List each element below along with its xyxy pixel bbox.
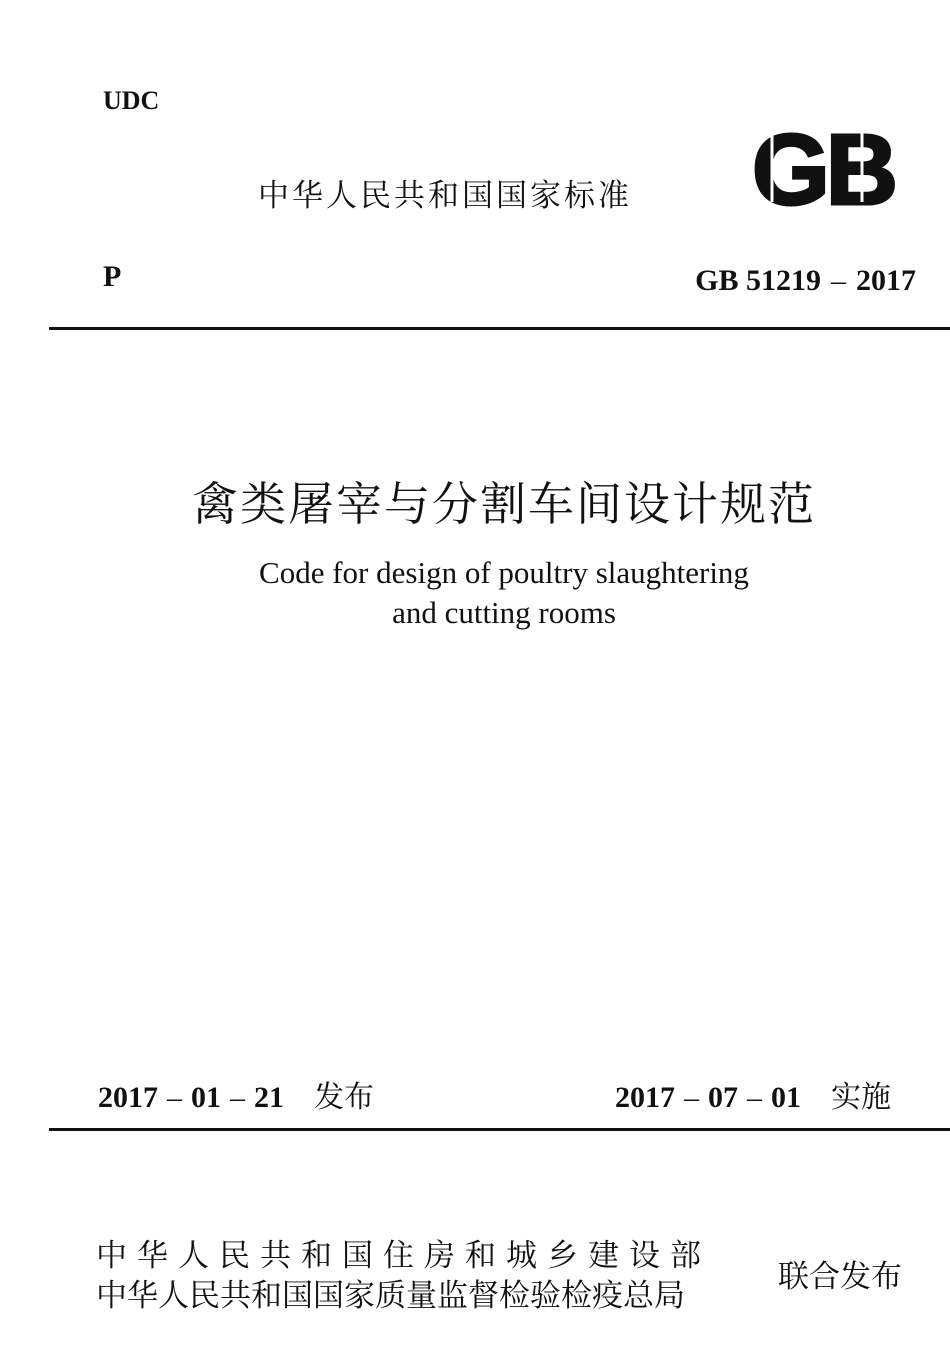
issue-day: 21 [254,1081,284,1114]
issue-month: 01 [191,1081,221,1114]
implement-label: 实施 [831,1080,891,1115]
title-english-line1: Code for design of poultry slaughtering [259,555,749,590]
issue-label: 发布 [314,1080,374,1115]
standard-type-heading: 中华人民共和国国家标准 [258,178,632,214]
implement-day: 01 [771,1081,801,1114]
standard-number: GB 51219 – 2017 [695,264,916,297]
publisher-ministry: 中华人民共和国住房和城乡建设部 [96,1238,711,1274]
title-chinese: 禽类屠宰与分割车间设计规范 [192,477,816,531]
gb-logo-text: GB [752,122,894,212]
implementation-date: 2017 – 07 – 01 实施 [615,1080,891,1115]
top-divider [49,327,950,330]
publisher-aqsiq: 中华人民共和国国家质量监督检验检疫总局 [96,1278,685,1314]
joint-release-label: 联合发布 [778,1259,902,1295]
implement-month: 07 [708,1081,738,1114]
title-english [0,553,950,633]
title-english-line2: and cutting rooms [392,595,616,630]
gb-logo [752,122,922,212]
category-code: P [103,260,122,293]
issue-year: 2017 [98,1081,158,1114]
udc-label: UDC [103,86,160,115]
implement-year: 2017 [615,1081,675,1114]
standard-number-year: 2017 [856,264,916,297]
issue-date: 2017 – 01 – 21 发布 [98,1080,374,1115]
standard-number-code: GB 51219 [695,264,821,297]
bottom-divider [49,1128,950,1131]
